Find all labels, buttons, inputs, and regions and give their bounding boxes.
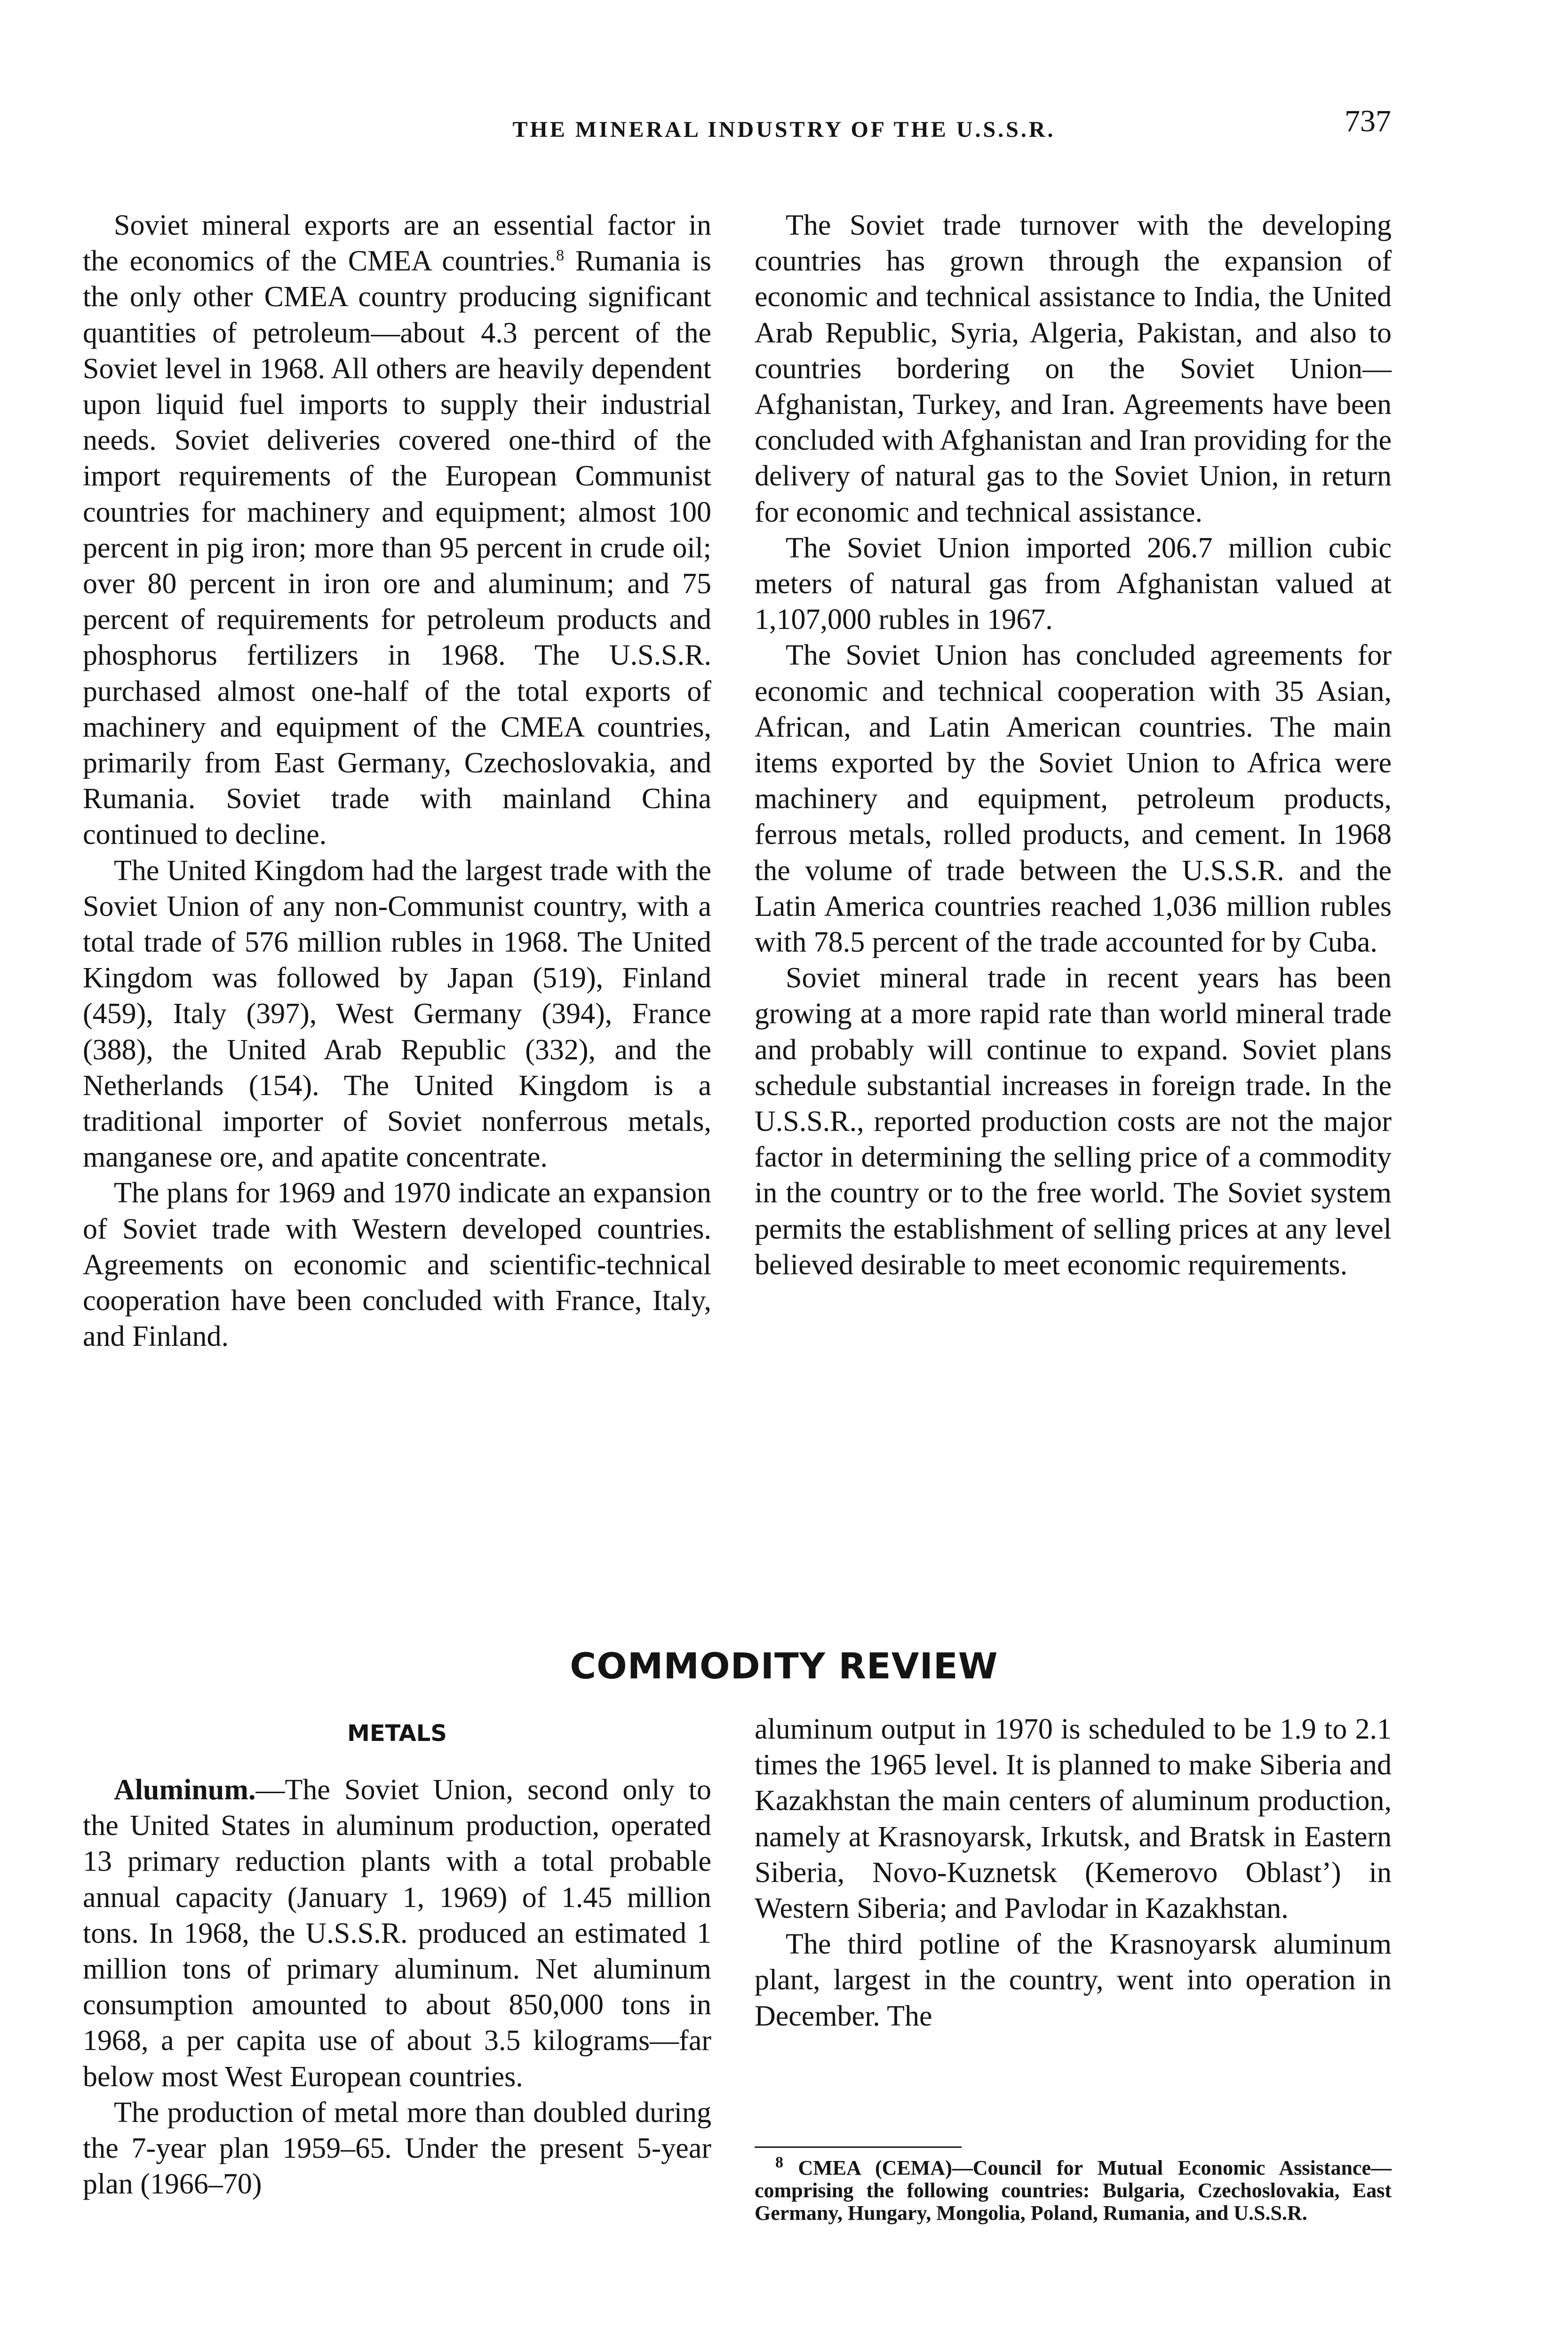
paragraph-production-doubled: The production of metal more than doubled during the 7-year plan 1959–65. Under the present 5-year plan (1966–70) (83, 2096, 711, 2201)
footnote-reference: 8 (556, 246, 565, 264)
paragraph-krasnoyarsk-potline: The third potline of the Krasnoyarsk aluminum plant, largest in the country, went into operation in December. The (755, 1928, 1392, 2032)
run-in-heading-aluminum: Aluminum. (114, 1774, 256, 1806)
page-number: 737 (1345, 104, 1391, 138)
running-head: THE MINERAL INDUSTRY OF THE U.S.S.R. (512, 117, 1056, 142)
paragraph-natural-gas-imports: The Soviet Union imported 206.7 million cubic meters of natural gas from Afghanistan valued at 1,107,000 rubles in 1967. (755, 532, 1392, 636)
footnote-paragraph (755, 2153, 1392, 2225)
paragraph-developing-countries: The Soviet trade turnover with the developing countries has grown through the expansion of economic and technical assistance to India, the United Arab Republic, Syria, Algeria, Pakistan, and also to countries bordering on the Soviet Union—Afghanistan, Turkey, and Iran. Agreements have been concluded with Afghanistan and Iran providing for the delivery of natural gas to the Soviet Union, in return for economic and technical assistance. (755, 209, 1392, 528)
paragraph-text: Soviet mineral exports are an essential factor in the economics of the CMEA countries. (83, 209, 711, 278)
section-heading-commodity-review: COMMODITY REVIEW (570, 1645, 998, 1687)
paragraph-cooperation-agreements: The Soviet Union has concluded agreements for economic and technical cooperation with 35 Asian, African, and Latin American countries. The main items exported by the Soviet Union to Africa were machinery and equipment, petroleum products, ferrous metals, rolled products, and cement. In 1968 the volume of trade between the U.S.S.R. and the Latin America countries reached 1,036 million rubles with 78.5 percent of the trade accounted for by Cuba. (755, 639, 1392, 959)
right-column-bottom (755, 1711, 1392, 2034)
paragraph-aluminum-output-continued: aluminum output in 1970 is scheduled to be 1.9 to 2.1 times the 1965 level. It is planned to make Siberia and Kazakhstan the main centers of aluminum production, namely at Krasnoyarsk, Irkutsk, and Bratsk in Eastern Siberia, Novo-Kuznetsk (Kemerovo Oblast’) in Western Siberia; and Pavlodar in Kazakhstan. (755, 1713, 1392, 1925)
paragraph-text: —The Soviet Union, second only to the United States in aluminum production, operated 13 primary reduction plants with a total probable annual capacity (January 1, 1969) of 1.45 million tons. In 1968, the U.S.S.R. produced an estimated 1 million tons of primary aluminum. Net aluminum consumption amounted to about 850,000 tons in 1968, a per capita use of about 3.5 kilograms—far below most West European countries. (83, 1774, 711, 2093)
paragraph-text: Rumania is the only other CMEA country producing significant quantities of petroleum—about 4.3 percent of the Soviet level in 1968. All others are heavily dependent upon liquid fuel imports to supply their industrial needs. Soviet deliveries covered one-third of the import requirements of the European Communist countries for machinery and equipment; almost 100 percent in pig iron; more than 95 percent in crude oil; over 80 percent in iron ore and aluminum; and 75 percent of requirements for petroleum products and phosphorus fertilizers in 1968. The U.S.S.R. purchased almost one-half of the total exports of machinery and equipment of the CMEA countries, primarily from East Germany, Czechoslovakia, and Rumania. Soviet trade with mainland China continued to decline. (83, 245, 711, 851)
paragraph-mineral-trade-outlook: Soviet mineral trade in recent years has been growing at a more rapid rate than world mineral trade and probably will continue to expand. Soviet plans schedule substantial increases in foreign trade. In the U.S.S.R., reported production costs are not the major factor in determining the selling price of a commodity in the country or to the free world. The Soviet system permits the establishment of selling prices at any level believed desirable to meet economic requirements. (755, 962, 1392, 1281)
footnote (755, 2153, 1392, 2225)
footnote-text: CMEA (CEMA)—Council for Mutual Economic Assistance—comprising the following countries: Bulgaria, Czechoslovakia, East Germany, Hungary, Mongolia, Poland, Rumania, and U.S.S.R. (755, 2156, 1392, 2225)
paragraph-aluminum (83, 1772, 711, 2095)
footnote-mark: 8 (775, 2153, 783, 2171)
right-column-top (755, 207, 1392, 1283)
paragraph-plans-1969-1970: The plans for 1969 and 1970 indicate an expansion of Soviet trade with Western developed countries. Agreements on economic and scientific-technical cooperation have been concluded with France, Italy, and Finland. (83, 1177, 711, 1353)
subheading-metals: METALS (347, 1720, 447, 1747)
paragraph-uk-trade: The United Kingdom had the largest trade with the Soviet Union of any non-Communist country, with a total trade of 576 million rubles in 1968. The United Kingdom was followed by Japan (519), Finland (459), Italy (397), West Germany (394), France (388), the United Arab Republic (332), and the Netherlands (154). The United Kingdom is a traditional importer of Soviet nonferrous metals, manganese ore, and apatite concentrate. (83, 854, 711, 1174)
footnote-divider (755, 2146, 962, 2148)
left-column-bottom (83, 1772, 711, 2202)
left-column-top (83, 207, 711, 1355)
paragraph-cmea-exports (83, 207, 711, 853)
